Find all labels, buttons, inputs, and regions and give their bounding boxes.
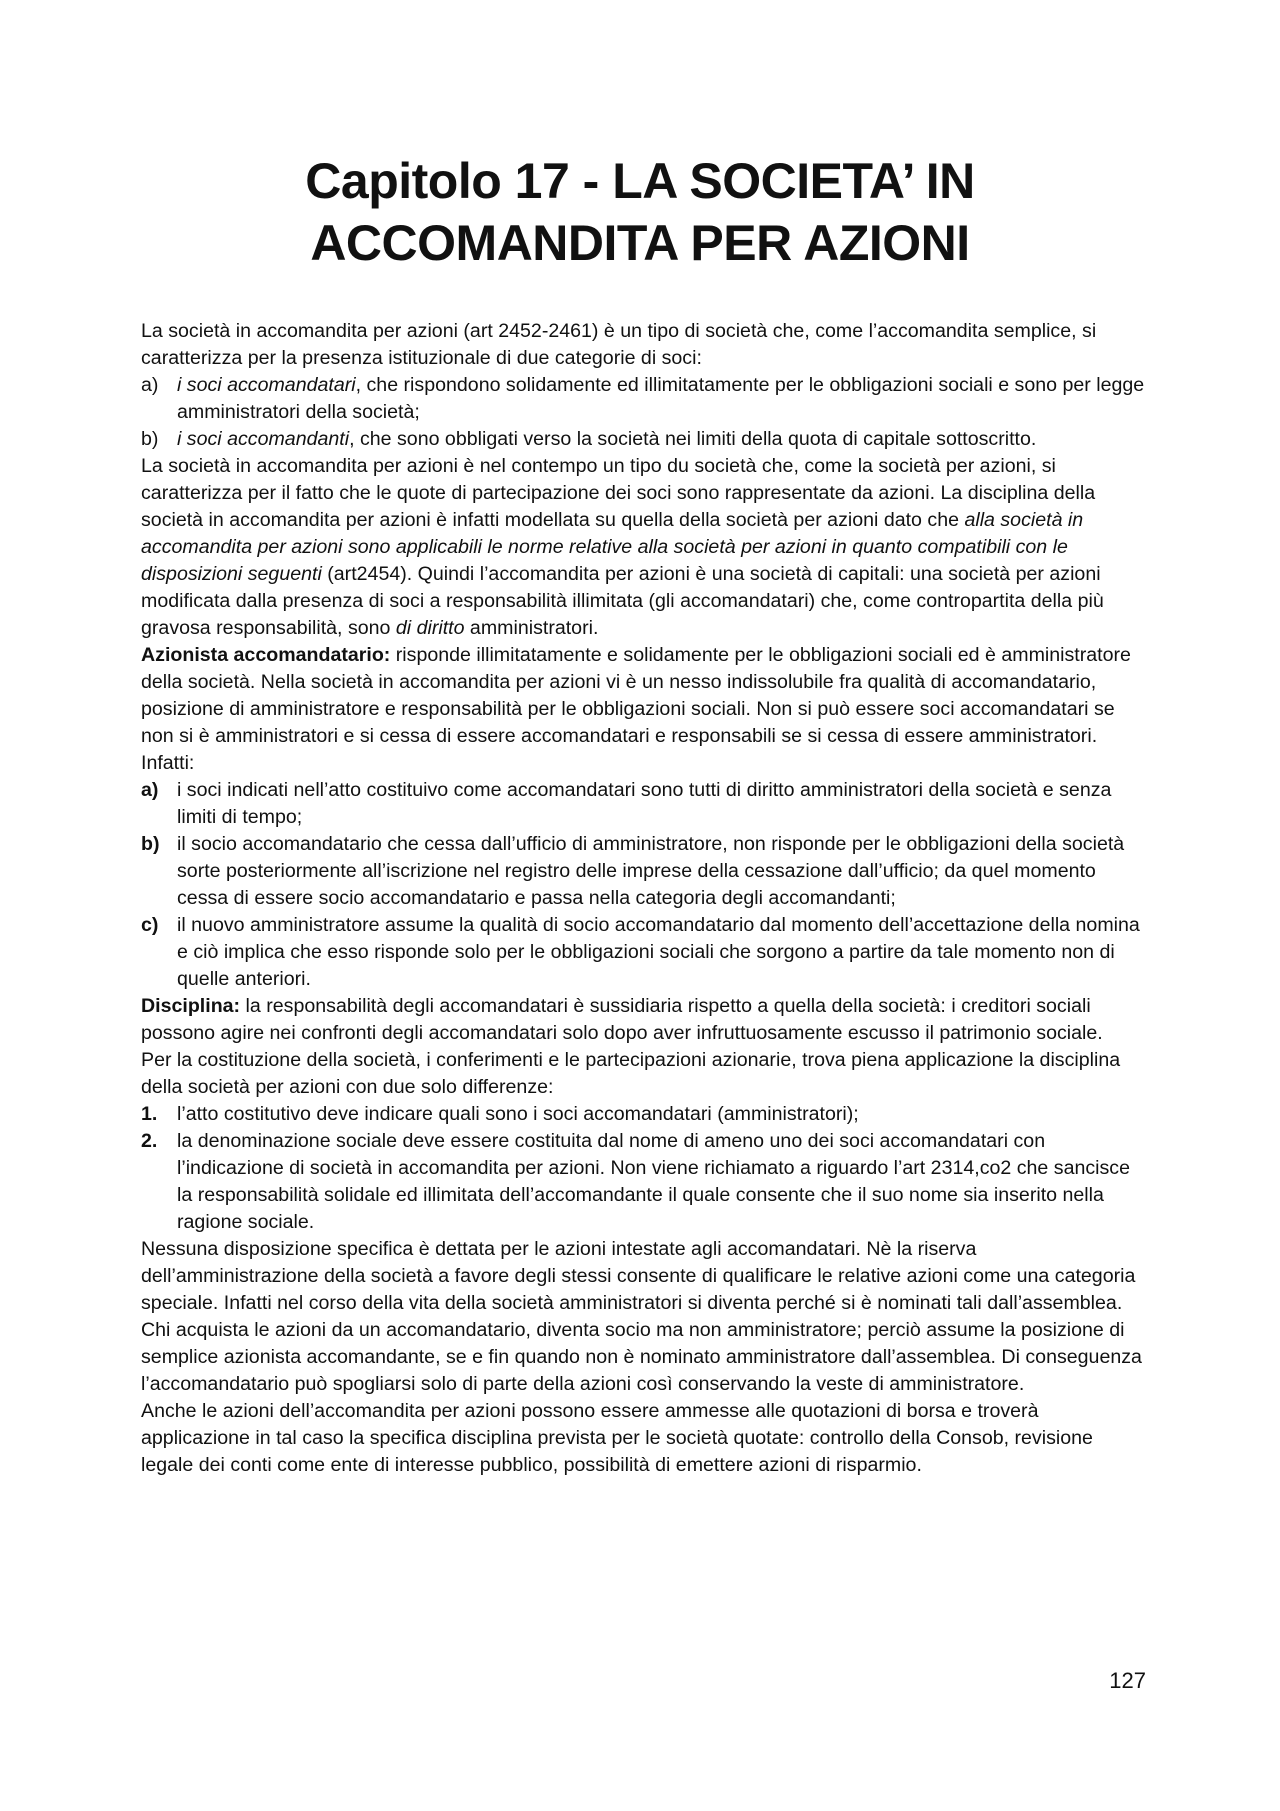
- body-paragraph: [141, 993, 1146, 1047]
- italic-term: di diritto: [395, 617, 465, 639]
- chapter-title-line-2: ACCOMANDITA PER AZIONI: [310, 215, 970, 271]
- list-item-text: il socio accomandatario che cessa dall’ufficio di amministratore, non risponde per le obbligazioni della società sorte posteriormente all’iscrizione nel registro delle imprese della cessazione dall’ufficio; da quel momento cessa di essere socio accomandatario e passa nella categoria degli accomandanti;: [177, 833, 1125, 909]
- list-item-text: la denominazione sociale deve essere costituita dal nome di ameno uno dei soci accomandatari con l’indicazione di società in accomandita per azioni. Non viene richiamato a riguardo l’art 2314,co2 che sancisce la responsabilità solidale ed illimitata dell’accomandante il quale consente che il suo nome sia inserito nella ragione sociale.: [177, 1130, 1131, 1233]
- list-item: [141, 912, 1146, 993]
- section-label: Azionista accomandatario:: [141, 644, 391, 666]
- paragraph-text: amministratori.: [464, 617, 599, 639]
- intro-paragraph: La società in accomandita per azioni (art 2452-2461) è un tipo di società che, come l’accomandita semplice, si caratterizza per la presenza istituzionale di due categorie di soci:: [141, 320, 1097, 369]
- chapter-title: [140, 150, 1140, 274]
- paragraph-text: la responsabilità degli accomandatari è sussidiaria rispetto a quella della società: i creditori sociali possono agire nei confronti degli accomandatari solo dopo aver infruttuosamente escusso il patrimonio sociale.: [141, 995, 1103, 1044]
- list-item: [141, 831, 1146, 912]
- body-paragraph: Per la costituzione della società, i conferimenti e le partecipazioni azionarie, trova piena applicazione la disciplina della società per azioni con due solo differenze:: [141, 1049, 1121, 1098]
- body-paragraph: [141, 642, 1146, 777]
- italic-term: i soci accomandanti: [177, 428, 350, 450]
- list-item-label: c): [141, 914, 159, 936]
- body-paragraph: Nessuna disposizione specifica è dettata per le azioni intestate agli accomandatari. Nè la riserva dell’amministrazione della società a favore degli stessi consente di qualificare le relative azioni come una categoria speciale. Infatti nel corso della vita della società amministratori si diventa perché si è nominati tali dall’assemblea. Chi acquista le azioni da un accomandatario, diventa socio ma non amministratore; perciò assume la posizione di semplice azionista accomandante, se e fin quando non è nominato amministratore dall’assemblea. Di conseguenza l’accomandatario può spogliarsi solo di parte della azioni così conservando la veste di amministratore.: [141, 1238, 1142, 1395]
- list-item: [141, 1128, 1146, 1236]
- list-item-text: i soci indicati nell’atto costituivo come accomandatari sono tutti di diritto amministratori della società e senza limiti di tempo;: [177, 779, 1112, 828]
- list-item-text: il nuovo amministratore assume la qualità di socio accomandatario dal momento dell’accettazione della nomina e ciò implica che esso risponde solo per le obbligazioni sociali che sorgono a partire da tale momento non di quelle anteriori.: [177, 914, 1140, 990]
- paragraph-text: La società in accomandita per azioni è nel contempo un tipo du società che, come la società per azioni, si caratterizza per il fatto che le quote di partecipazione dei soci sono rappresentate da azioni. La disciplina della società in accomandita per azioni è infatti modellata su quella della società per azioni dato che: [141, 455, 1096, 531]
- list-item-label: a): [141, 374, 159, 396]
- list-item-text: , che rispondono solidamente ed illimitatamente per le obbligazioni sociali e sono per legge amministratori della società;: [177, 374, 1145, 423]
- document-body: [141, 318, 1146, 1479]
- section-label: Disciplina:: [141, 995, 241, 1017]
- list-item-text: , che sono obbligati verso la società nei limiti della quota di capitale sottoscritto.: [349, 428, 1037, 450]
- chapter-title-line-1: Capitolo 17 - LA SOCIETA’ IN: [305, 153, 975, 209]
- list-item-label: 2.: [141, 1130, 158, 1152]
- body-paragraph: Anche le azioni dell’accomandita per azioni possono essere ammesse alle quotazioni di borsa e troverà applicazione in tal caso la specifica disciplina prevista per le società quotate: controllo della Consob, revisione legale dei conti come ente di interesse pubblico, possibilità di emettere azioni di risparmio.: [141, 1400, 1093, 1476]
- paragraph-text: (art2454). Quindi l’accomandita per azioni è una società di capitali: una società per azioni modificata dalla presenza di soci a responsabilità illimitata (gli accomandatari) che, come contropartita della più gravosa responsabilità, sono: [141, 563, 1104, 639]
- list-item-label: b): [141, 428, 159, 450]
- list-item: [141, 372, 1146, 426]
- body-paragraph: [141, 453, 1146, 642]
- list-item: [141, 777, 1146, 831]
- paragraph-text: risponde illimitatamente e solidamente per le obbligazioni sociali ed è amministratore della società. Nella società in accomandita per azioni vi è un nesso indissolubile fra qualità di accomandatario, posizione di amministratore e responsabilità per le obbligazioni sociali. Non si può essere soci accomandatari se non si è amministratori e si cessa di essere accomandatari e responsabili se si cessa di essere amministratori. Infatti:: [141, 644, 1131, 774]
- list-item-label: 1.: [141, 1103, 158, 1125]
- italic-term: i soci accomandatari: [177, 374, 356, 396]
- italic-quote: alla società in accomandita per azioni sono applicabili le norme relative alla società per azioni in quanto compatibili con le disposizioni seguenti: [141, 509, 1084, 585]
- list-item-label: a): [141, 779, 159, 801]
- list-item-text: l’atto costitutivo deve indicare quali sono i soci accomandatari (amministratori);: [177, 1103, 859, 1125]
- list-item: [141, 1101, 1146, 1128]
- list-item: [141, 426, 1146, 453]
- page-number: 127: [1109, 1668, 1146, 1693]
- list-item-label: b): [141, 833, 160, 855]
